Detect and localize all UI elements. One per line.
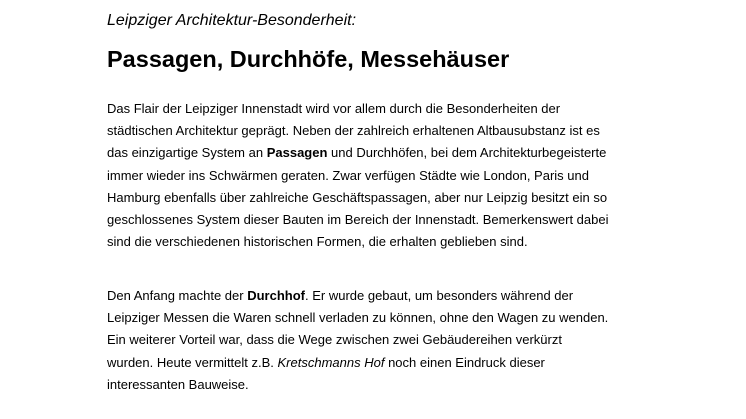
paragraph-durchhof [107, 285, 667, 396]
paragraph-line [107, 352, 667, 374]
paragraph-line: Das Flair der Leipziger Innenstadt wird vor allem durch die Besonderheiten der [107, 101, 561, 116]
paragraph-text: . Er wurde gebaut, um besonders während der [304, 288, 574, 303]
paragraph-line: Ein weiterer Vorteil war, dass die Wege zwischen zwei Gebäudereihen verkürzt [107, 332, 562, 348]
paragraph-text: das einzigartige System an [107, 145, 267, 161]
paragraph-line: sind die verschiedenen historischen Formen, die erhalten geblieben sind. [107, 234, 528, 250]
paragraph-text: und Durchhöfen, bei dem Architekturbegeisterte [327, 145, 607, 161]
paragraph-line: Leipziger Messen die Waren schnell verladen zu können, ohne den Wagen zu wenden. [107, 310, 609, 326]
paragraph-line: städtischen Architektur geprägt. Neben der zahlreich erhaltenen Altbausubstanz ist es [107, 123, 600, 139]
paragraph-line: Hamburg ebenfalls über zahlreiche Geschäftspassagen, aber nur Leipzig besitzt ein so [107, 189, 608, 205]
keyword-durchhof: Durchhof [247, 288, 305, 303]
paragraph-passagen [107, 98, 667, 253]
keyword-passagen: Passagen [266, 145, 328, 161]
paragraph-line: geschlossenes System dieser Bauten im Bereich der Innenstadt. Bemerkenswert dabei [107, 212, 609, 228]
article-title: Passagen, Durchhöfe, Messehäuser [107, 46, 510, 72]
paragraph-text: noch einen Eindruck dieser [384, 354, 545, 370]
paragraph-line: immer wieder ins Schwärmen geraten. Zwar verfügen Städte wie London, Paris und [107, 167, 589, 183]
paragraph-text: Den Anfang machte der [107, 288, 248, 303]
paragraph-line [107, 285, 667, 307]
article-subtitle: Leipziger Architektur-Besonderheit: [107, 12, 357, 29]
paragraph-line [107, 142, 667, 164]
place-name-kretschmanns-hof: Kretschmanns Hof [277, 354, 385, 370]
paragraph-text: wurden. Heute vermittelt z.B. [107, 354, 278, 370]
paragraph-line: interessanten Bauweise. [107, 376, 249, 392]
